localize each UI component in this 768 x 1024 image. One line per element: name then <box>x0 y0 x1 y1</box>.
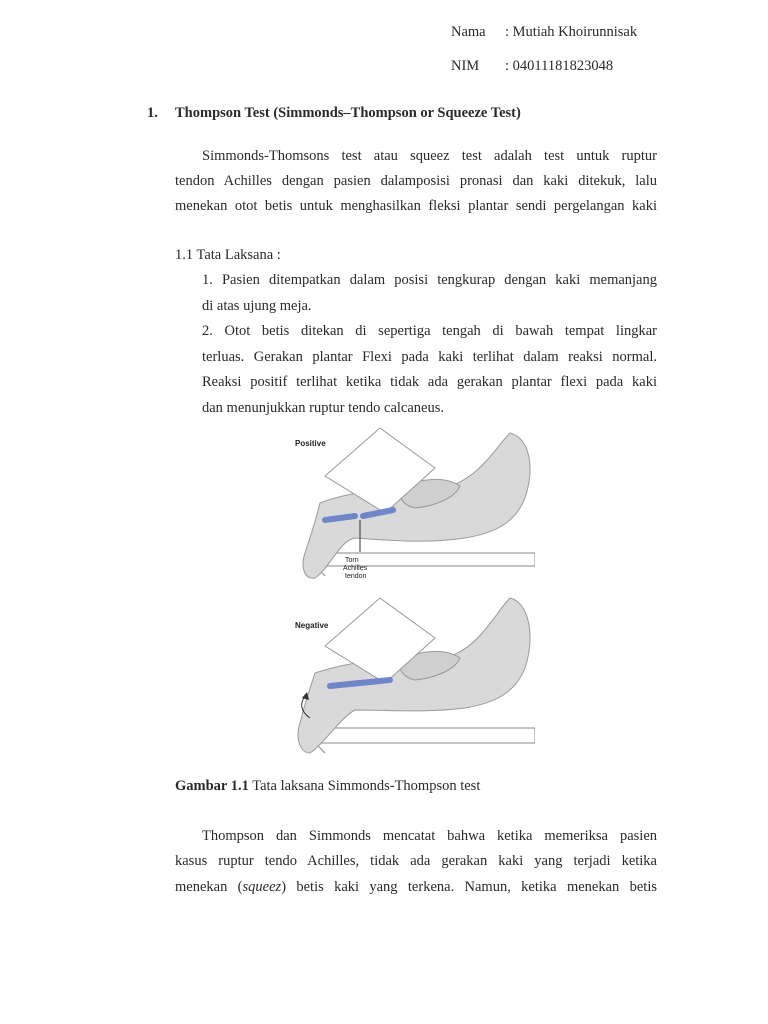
torn-label-3: tendon <box>345 573 367 580</box>
nim-value: : 04011181823048 <box>505 58 614 74</box>
step-2-line-4: dan menunjukkan ruptur tendo calcaneus. <box>202 400 444 416</box>
intro-line-1: Simmonds-Thomsons test atau squeez test adalah test untuk ruptur <box>202 148 657 164</box>
torn-label-1: Torn <box>345 557 359 564</box>
intro-line-3: menekan otot betis untuk menghasilkan fleksi plantar sendi pergelangan kaki <box>175 198 657 214</box>
nim-label: NIM <box>451 58 480 74</box>
section-number: 1. <box>147 105 158 121</box>
nama-label: Nama <box>451 24 486 40</box>
step-2-line-3: Reaksi positif terlihat ketika tidak ada gerakan plantar flexi pada kaki <box>202 374 657 390</box>
torn-label-2: Achilles <box>343 565 368 572</box>
caption-text: Tata laksana Simmonds-Thompson test <box>248 778 481 794</box>
outro-line-3: menekan (squeez) betis kaki yang terkena. Namun, ketika menekan betis <box>175 879 657 895</box>
section-title: Thompson Test (Simmonds–Thompson or Squeeze Test) <box>175 105 521 121</box>
positive-panel <box>303 428 535 578</box>
thompson-test-figure <box>285 428 535 768</box>
outro-line-2: kasus ruptur tendo Achilles, tidak ada gerakan kaki yang terjadi ketika <box>175 853 657 869</box>
step-2-line-2: terluas. Gerakan plantar Flexi pada kaki terlihat dalam reaksi normal. <box>202 349 657 365</box>
step-1-line-1: 1. Pasien ditempatkan dalam posisi tengkurap dengan kaki memanjang <box>202 272 657 288</box>
caption-label: Gambar 1.1 <box>175 778 249 794</box>
positive-label: Positive <box>295 439 326 448</box>
step-1-line-2: di atas ujung meja. <box>202 298 312 314</box>
negative-label: Negative <box>295 621 329 630</box>
subsection-title: 1.1 Tata Laksana : <box>175 247 281 263</box>
figure-caption <box>175 778 480 795</box>
step-2-line-1: 2. Otot betis ditekan di sepertiga tengah di bawah tempat lingkar <box>202 323 657 339</box>
intro-line-2: tendon Achilles dengan pasien dalamposisi pronasi dan kaki ditekuk, lalu <box>175 173 657 189</box>
negative-panel <box>298 598 535 753</box>
nama-value: : Mutiah Khoirunnisak <box>505 24 638 40</box>
outro-line-1: Thompson dan Simmonds mencatat bahwa ketika memeriksa pasien <box>202 828 657 844</box>
